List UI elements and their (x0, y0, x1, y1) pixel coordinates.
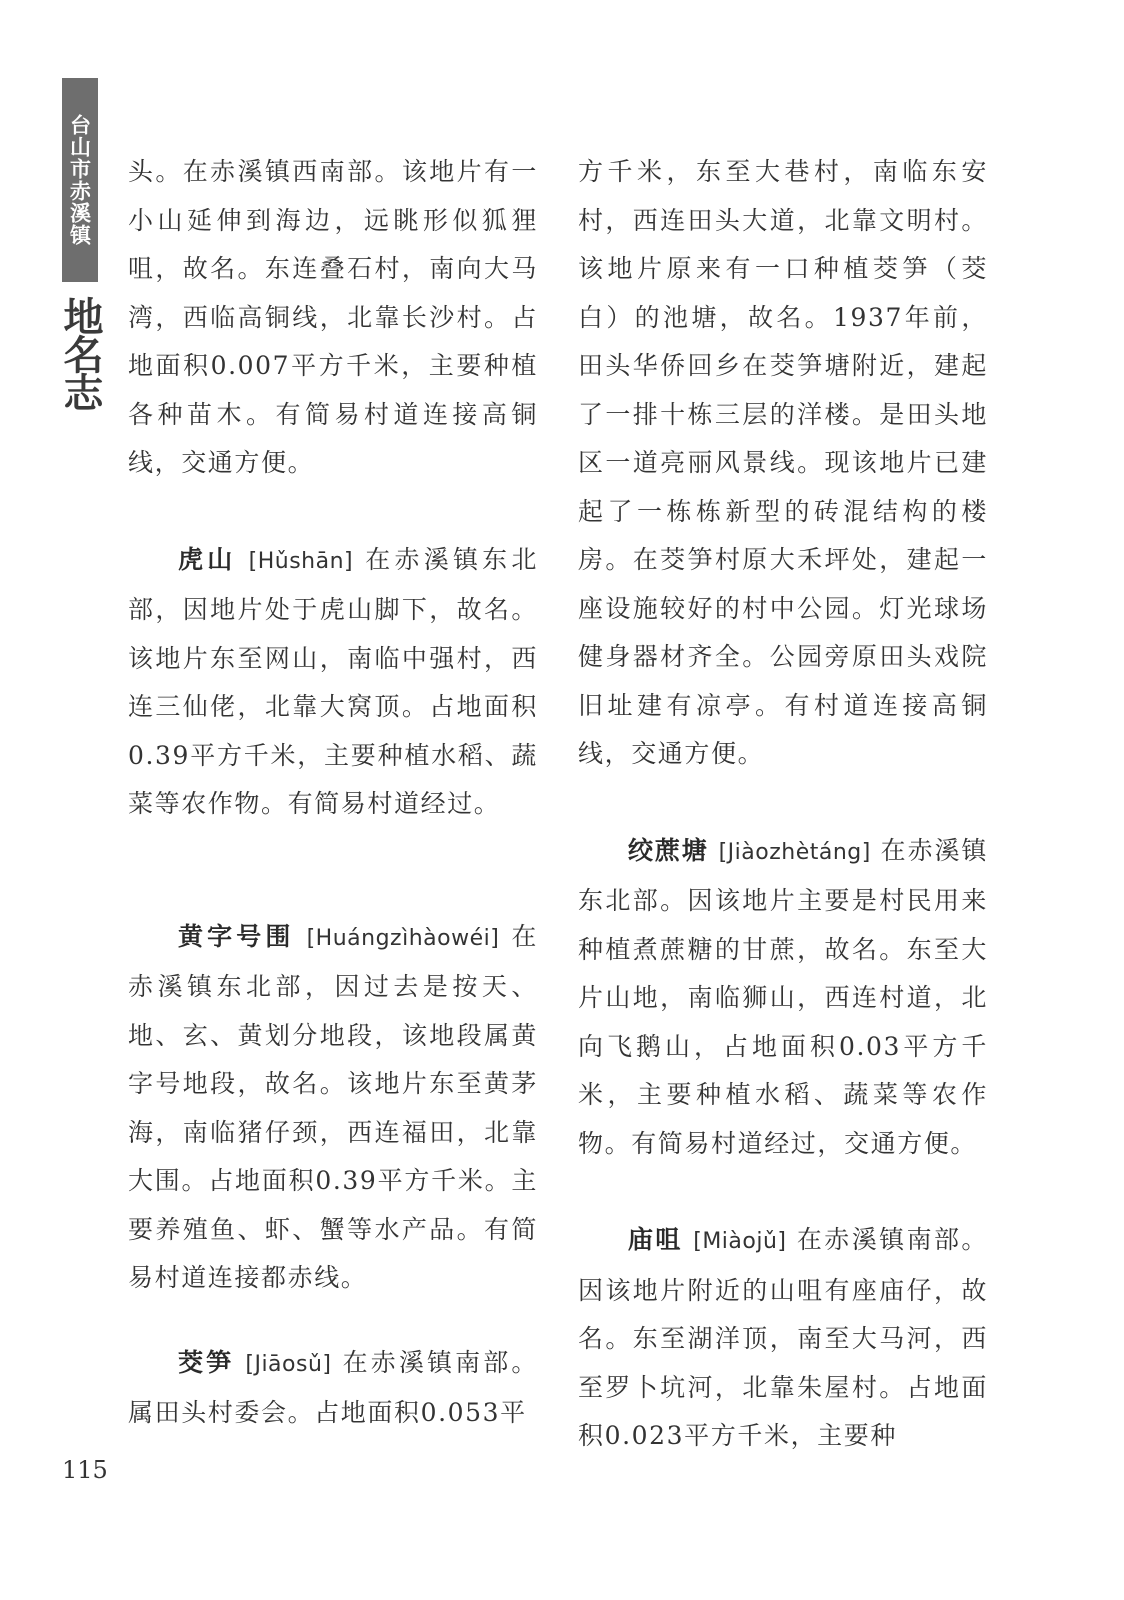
entry-text: 在赤溪镇东北部。因该地片主要是村民用来种植煮蔗糖的甘蔗，故名。东至大片山地，南临狮山，西连村道，北向飞鹅山，占地面积0.03平方千米，主要种植水稻、蔬菜等农作物。有简易村道经过，交通方便。 (578, 835, 988, 1158)
entry-pinyin: [Huángzìhàowéi] (306, 925, 500, 951)
book-title: 地名志 (57, 296, 103, 410)
entry-huangzihaowei (128, 913, 538, 1303)
entry-pinyin: [Jiāosǔ] (245, 1351, 332, 1377)
entry-jiaozhetang (578, 827, 988, 1169)
entry-term: 虎山 (178, 544, 237, 574)
county-section-label: 台山市赤溪镇 (67, 114, 93, 246)
entry-term: 黄字号围 (178, 921, 295, 951)
left-column (128, 148, 538, 1438)
entry-text: 在赤溪镇南部。因该地片附近的山咀有座庙仔，故名。东至湖洋顶，南至大马河，西至罗卜坑河，北靠朱屋村。占地面积0.023平方千米，主要种 (578, 1225, 989, 1450)
entry-pinyin: [Miàojǔ] (693, 1229, 787, 1254)
entry-term: 茭笋 (178, 1347, 235, 1377)
page-number: 115 (62, 1456, 108, 1484)
entry-text: 在赤溪镇南部。属田头村委会。占地面积0.053平 (128, 1347, 539, 1427)
entry-pinyin: [Hǔshān] (248, 548, 354, 574)
entry-pinyin: [Jiàozhètáng] (718, 839, 871, 865)
continued-paragraph: 头。在赤溪镇西南部。该地片有一小山延伸到海边，远眺形似狐狸咀，故名。东连叠石村，南向大马湾，西临高铜线，北靠长沙村。占地面积0.007平方千米，主要种植各种苗木。有简易村道连接高铜线，交通方便。 (128, 157, 538, 477)
entry-jiaosu (128, 1339, 538, 1438)
entry-hushan (128, 536, 538, 829)
entry-miaoju (578, 1216, 988, 1461)
entry-term: 绞蔗塘 (628, 835, 709, 865)
entry-text: 在赤溪镇东北部，因地片处于虎山脚下，故名。该地片东至网山，南临中强村，西连三仙佬，北靠大窝顶。占地面积0.39平方千米，主要种植水稻、蔬菜等农作物。有简易村道经过。 (128, 544, 538, 818)
right-column (578, 148, 988, 1461)
county-section-tab (62, 78, 98, 282)
entry-text: 在赤溪镇东北部，因过去是按天、地、玄、黄划分地段，该地段属黄字号地段，故名。该地片东至黄茅海，南临猪仔颈，西连福田，北靠大围。占地面积0.39平方千米。主要养殖鱼、虾、蟹等水产品。有简易村道连接都赤线。 (128, 921, 539, 1292)
entry-term: 庙咀 (628, 1225, 683, 1254)
continued-paragraph: 方千米，东至大巷村，南临东安村，西连田头大道，北靠文明村。该地片原来有一口种植茭笋（茭白）的池塘，故名。1937年前，田头华侨回乡在茭笋塘附近，建起了一排十栋三层的洋楼。是田头地区一道亮丽风景线。现该地片已建起了一栋栋新型的砖混结构的楼房。在茭笋村原大禾坪处，建起一座设施较好的村中公园。灯光球场健身器材齐全。公园旁原田头戏院旧址建有凉亭。有村道连接高铜线，交通方便。 (578, 157, 988, 768)
